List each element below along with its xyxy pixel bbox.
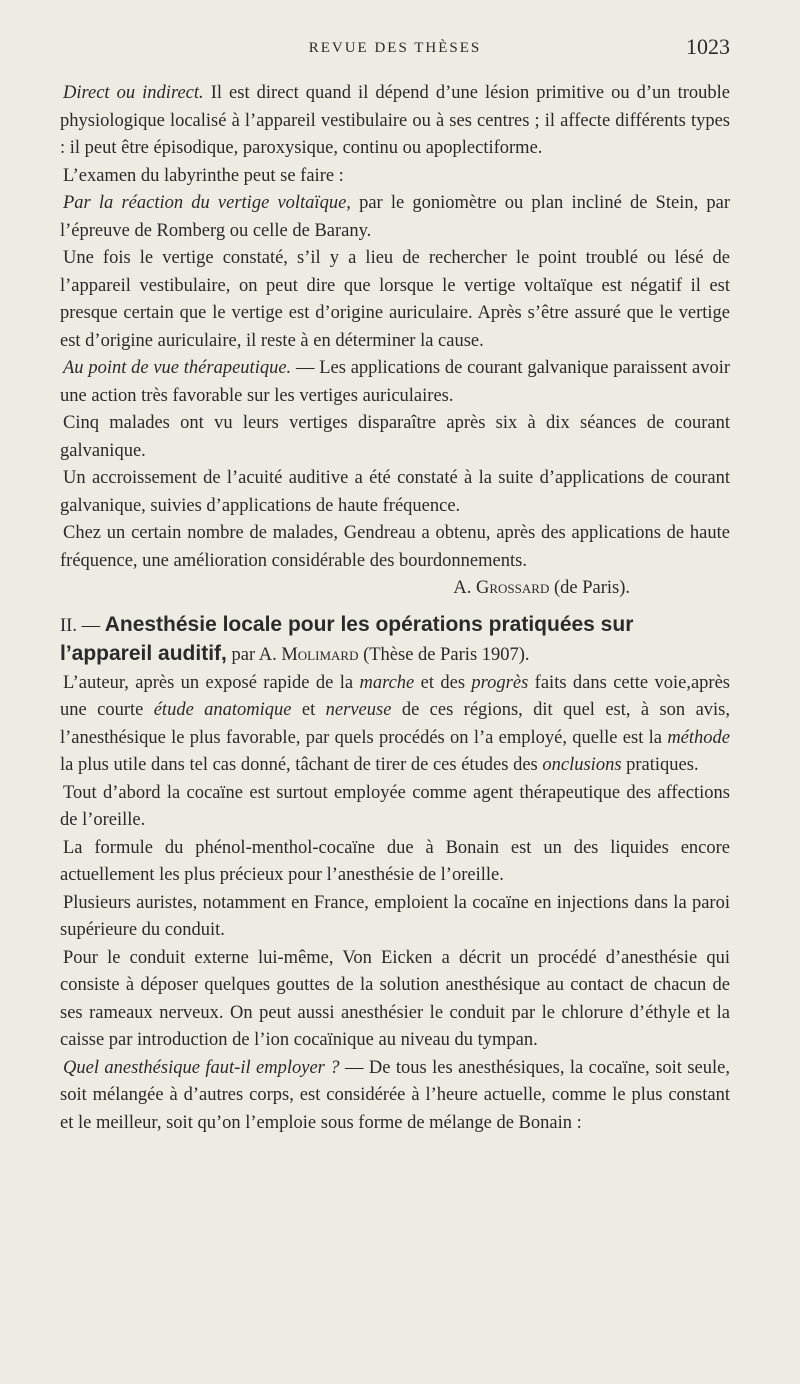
paragraph: Cinq malades ont vu leurs vertiges disparaître après six à dix séances de courant galvanique. [60,413,730,461]
signature [453,575,630,603]
running-title: REVUE DES THÈSES [308,40,482,56]
paragraph-text: la plus utile dans tel cas donné, tâchant de tirer de ces études des [60,755,543,775]
paragraph [60,80,730,163]
italic-phrase: onclusions [542,755,622,775]
paragraph-text: et des [414,672,472,693]
paragraph [60,670,730,780]
italic-phrase: progrès [471,672,529,693]
paragraph: Pour le conduit externe lui-même, Von Eicken a décrit un procédé d’anesthésie qui consiste à déposer quelques gouttes de la solution anesthésique au contact de chacun de ses rameaux nerveux. On peut aussi anesthésier le conduit par le chlorure d’éthyle et la caisse par introduction de l’ion cocaïnique au niveau du tympan. [60,947,730,1050]
paragraph: L’examen du labyrinthe peut se faire : [63,165,344,186]
italic-lead: Quel anesthésique faut-il employer ? [63,1057,340,1078]
paragraph: Une fois le vertige constaté, s’il y a lieu de rechercher le point troublé ou lésé de l’appareil vestibulaire, on peut dire que lorsque le vertige voltaïque est négatif il est presque certain que le vertige est d’origine auriculaire. Après s’être assuré que le vertige est d’origine auriculaire, il reste à en déterminer la cause. [60,248,730,351]
section-title: Anesthésie locale pour les opérations pratiquées sur l’appareil auditif, [60,612,634,665]
signature-place: (de Paris). [549,578,630,598]
paragraph-text: de ces régions, dit quel est, à son avis, l’anesthésique le plus favorable, par quels procédés on l’a employé, quelle est la [60,700,730,748]
section-heading [60,611,730,670]
section-author: Molimard [281,645,359,665]
paragraph-text: et [291,700,326,720]
italic-phrase: méthode [667,727,730,748]
paragraph-text: Il est direct quand il dépend d’une lésion primitive ou d’un trouble physiologique localisé à l’appareil vestibulaire ou à ses centres ; il affecte différents types : il peut être épisodique, paroxysique, continu ou apoplectiforme. [60,83,731,158]
paragraph-text: faits dans cette voie,après une courte [60,672,730,720]
paragraph-text: — Les applications de courant galvanique paraissent avoir une action très favorable sur les vertiges auriculaires. [60,358,731,406]
paragraph: Un accroissement de l’acuité auditive a été constaté à la suite d’applications de courant galvanique, suivies d’applications de haute fréquence. [60,468,730,516]
italic-lead: Au point de vue thérapeutique. [63,358,292,378]
page-number: 1023 [686,34,730,59]
paragraph-text: L’auteur, après un exposé rapide de la [63,672,360,693]
body-text [60,80,730,1137]
paragraph: La formule du phénol-menthol-cocaïne due à Bonain est un des liquides encore actuellement les plus précieux pour l’anesthésie de l’oreille. [60,837,730,885]
paragraph: Plusieurs auristes, notamment en France, emploient la cocaïne en injections dans la paroi supérieure du conduit. [60,892,730,940]
paragraph-text: par le goniomètre ou plan incliné de Stein, par l’épreuve de Romberg ou celle de Barany. [60,193,730,241]
italic-phrase: marche [359,672,415,693]
section-by: par A. [226,645,282,665]
paragraph [60,1055,730,1138]
italic-phrase: étude anatomique [153,700,292,720]
paragraph [60,355,730,410]
section-reference: (Thèse de Paris 1907). [358,645,530,665]
italic-lead: Direct ou indirect. [63,83,204,103]
paragraph [60,190,730,245]
signature-line [60,575,730,603]
paragraph: Chez un certain nombre de malades, Gendreau a obtenu, après des applications de haute fréquence, une amélioration considérable des bourdonnements. [60,523,730,571]
paragraph: Tout d’abord la cocaïne est surtout employée comme agent thérapeutique des affections de l’oreille. [60,782,730,830]
signature-author: A. Grossard [453,578,550,598]
running-header [60,34,730,64]
italic-phrase: nerveuse [325,700,392,720]
paragraph-text: — De tous les anesthésiques, la cocaïne, soit seule, soit mélangée à d’autres corps, est considérée à l’heure actuelle, comme le plus constant et le meilleur, soit qu’on l’emploie sous forme de mélange de Bonain : [60,1057,730,1133]
paragraph-text: pratiques. [621,755,699,775]
italic-lead: Par la réaction du vertige voltaïque, [63,193,351,213]
section-number: II. — [60,615,105,636]
